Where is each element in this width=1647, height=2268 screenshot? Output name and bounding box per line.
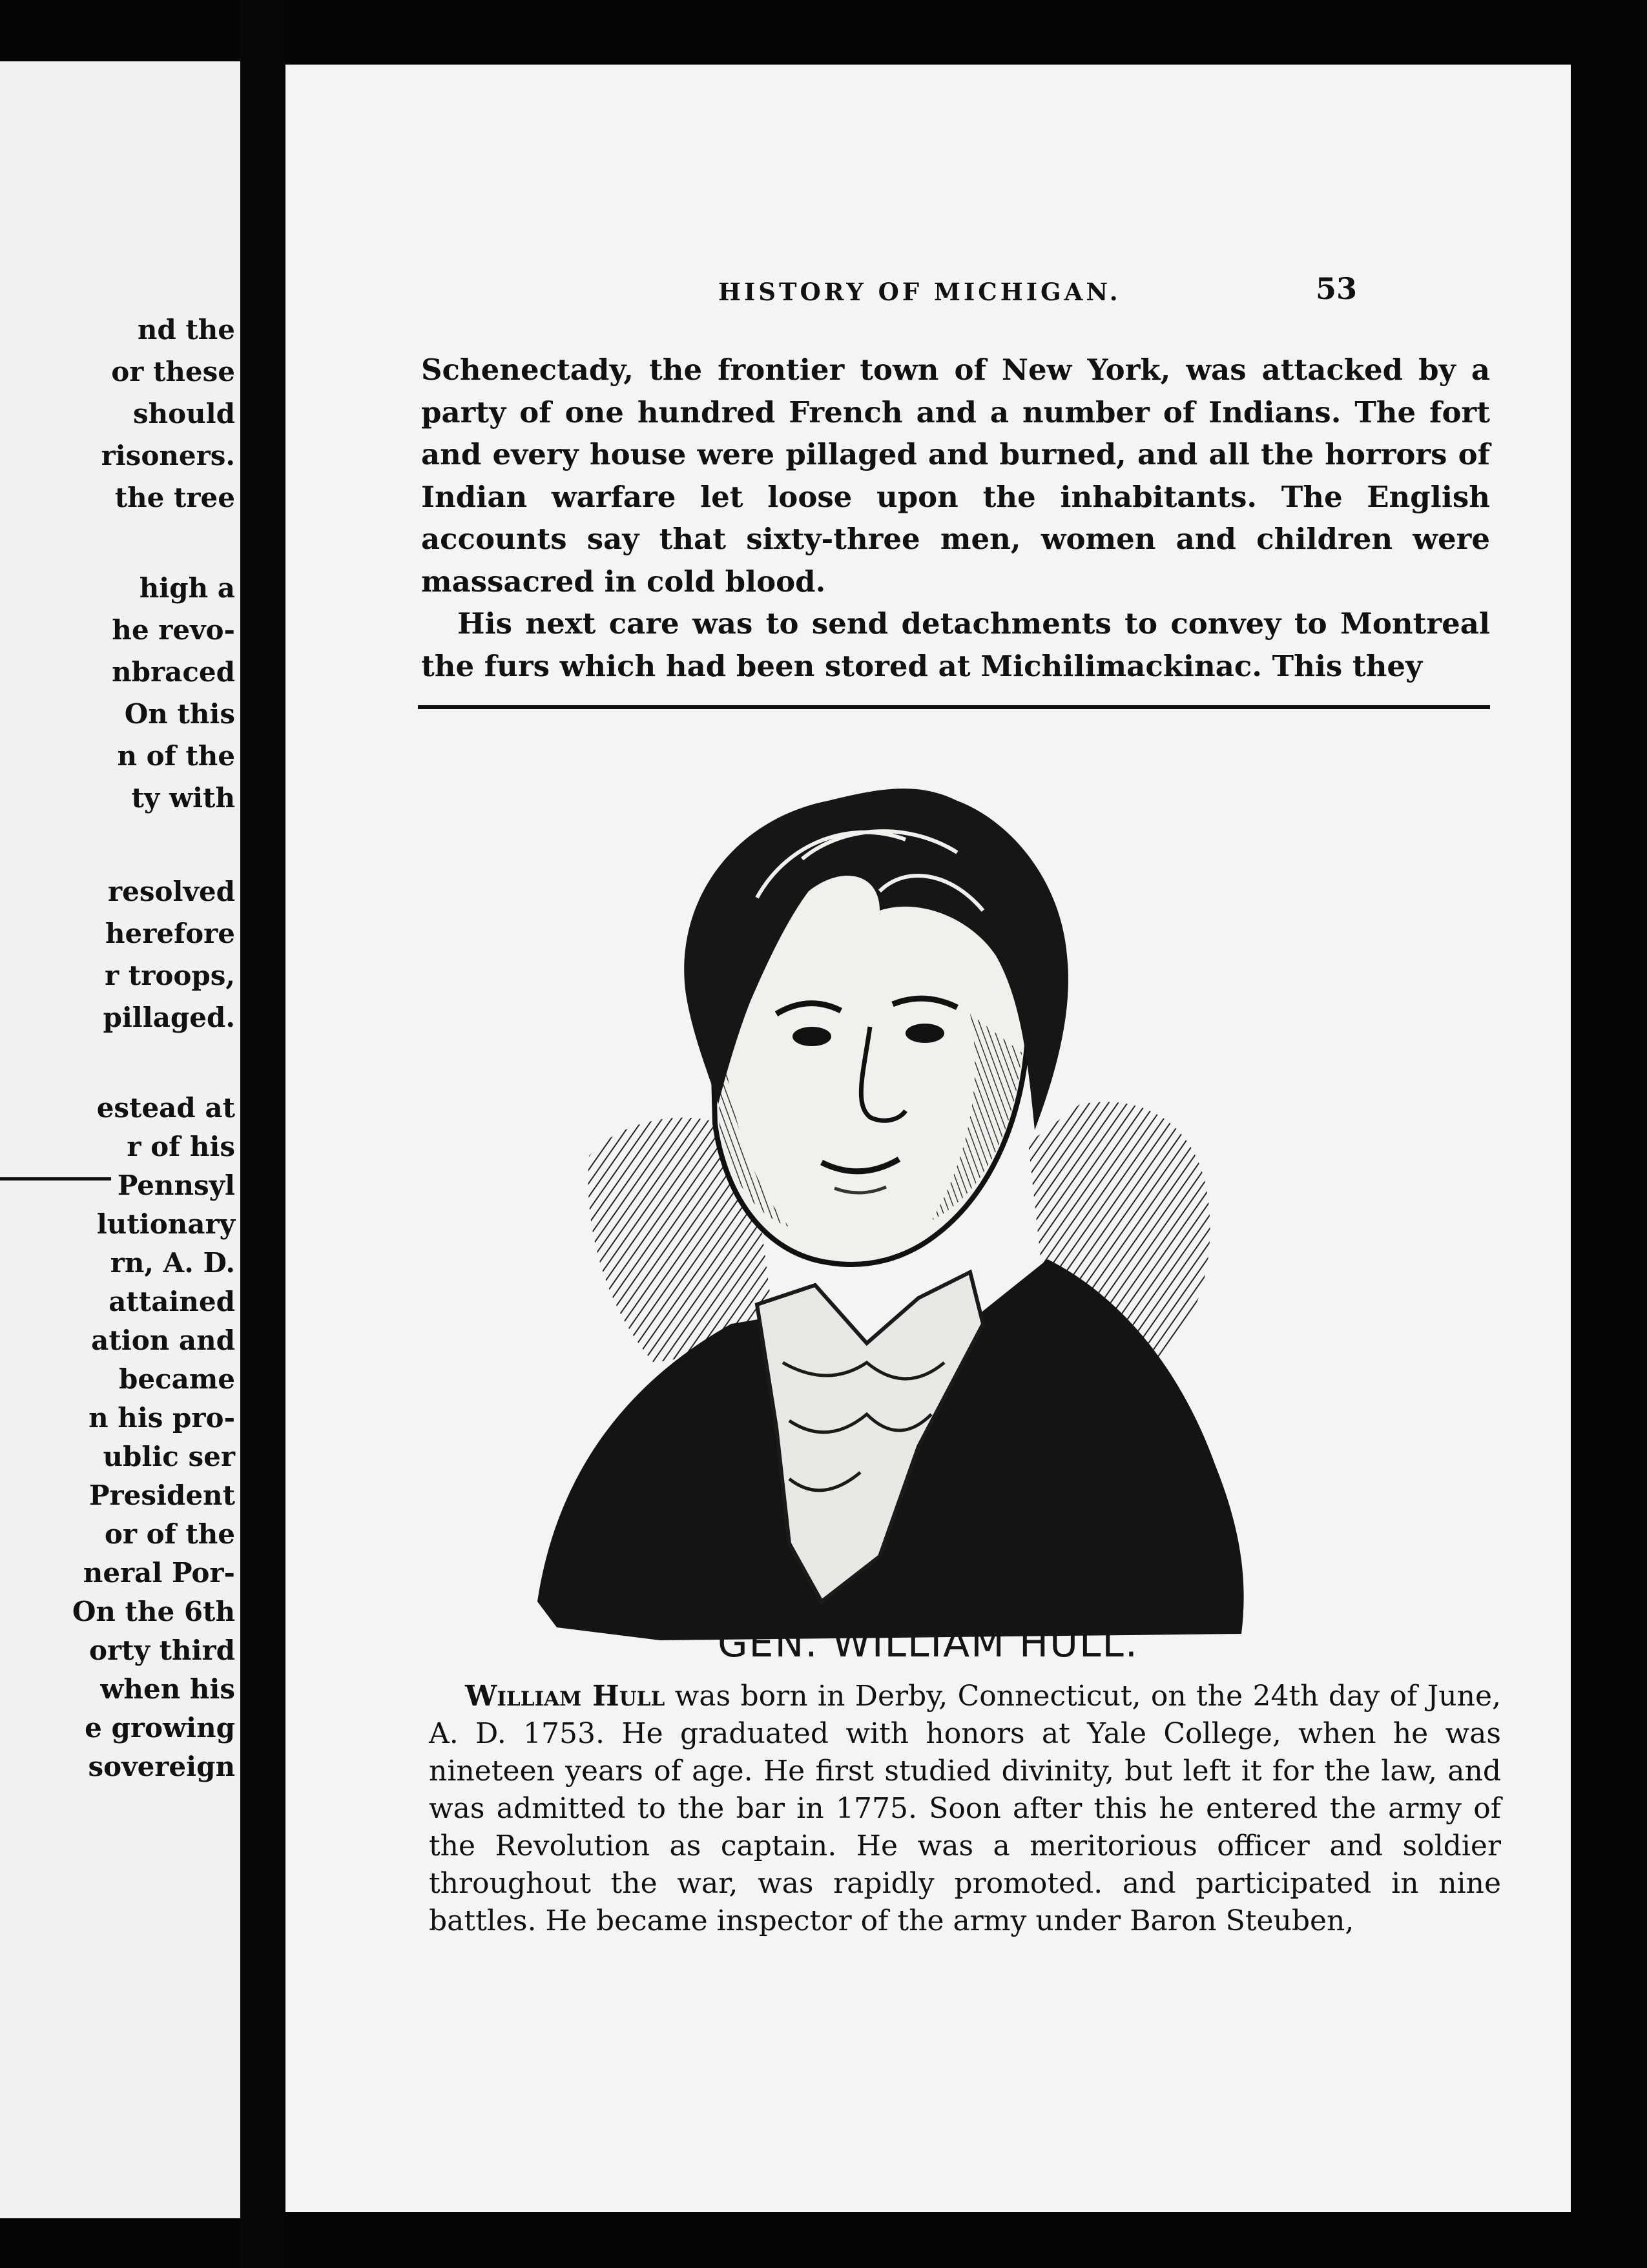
left-page-rule: [0, 1177, 111, 1180]
biography-paragraph: [429, 1678, 1501, 1940]
left-page-fragment: On the 6th: [72, 1596, 235, 1627]
left-page-fragment: r of his: [127, 1131, 235, 1162]
left-page-fragment: attained: [109, 1286, 235, 1317]
left-page-fragment: Pennsyl: [117, 1170, 235, 1201]
left-page-fragment: he revo-: [112, 614, 235, 646]
biography-text: was born in Derby, Connecticut, on the 24th day of June, A. D. 1753. He graduated with honors at Yale College, when he was nineteen years of age. He first studied divinity, but left it for the law, and was admitted to the bar in 1775. Soon after this he entered the army of the Revolution as captain. He was a meritorious officer and soldier throughout the war, was rapidly promoted. and participated in nine battles. He became inspector of the army under Baron Steuben,: [429, 1680, 1501, 1937]
paragraph-2: His next care was to send detachments to convey to Montreal the furs which had been stored at Michilimackinac. This they: [421, 606, 1490, 683]
left-page-fragment: resolved: [108, 876, 235, 907]
left-page-fragment: neral Por-: [83, 1557, 235, 1589]
left-page-fragment: e growing: [85, 1712, 235, 1744]
left-page-fragment: should: [132, 398, 235, 429]
section-rule: [418, 705, 1490, 709]
left-page-fragment: when his: [100, 1673, 235, 1705]
paragraph-1: Schenectady, the frontier town of New York, was attacked by a party of one hundred French and a number of Indians. The fort and every house were pillaged and burned, and all the horrors of Indian warfare let loose upon the inhabitants. The English accounts say that sixty-three men, women and children were massacred in cold blood.: [421, 353, 1490, 599]
running-head: HISTORY OF MICHIGAN.: [718, 278, 1121, 306]
left-page-fragment: orty third: [89, 1634, 235, 1666]
left-page-fragment: or of the: [104, 1518, 235, 1550]
left-page-fragment: or these: [111, 356, 235, 387]
left-page-fragment: the tree: [114, 482, 235, 513]
left-page-fragment: sovereign: [88, 1751, 235, 1782]
left-page-fragment: high a: [139, 572, 235, 604]
left-page-fragment: risoners.: [101, 440, 235, 471]
left-page-fragment: pillaged.: [103, 1002, 235, 1033]
left-page-fragment: On this: [124, 698, 235, 730]
left-page-fragment: nd the: [137, 314, 235, 345]
left-page-fragment: ty with: [131, 782, 235, 814]
page-number: 53: [1316, 271, 1358, 306]
left-page-fragment: n of the: [117, 740, 235, 772]
left-page-fragment: ation and: [91, 1325, 235, 1356]
left-page-fragment: rn, A. D.: [110, 1247, 235, 1279]
left-page-fragment: n his pro-: [88, 1402, 235, 1434]
left-page-fragment: President: [88, 1479, 235, 1511]
book-gutter: [240, 0, 285, 2268]
left-page-fragment: nbraced: [112, 656, 235, 688]
portrait-caption: GEN. WILLIAM HULL.: [718, 1621, 1139, 1666]
left-page-fragment: herefore: [105, 918, 235, 949]
left-page-fragment: became: [118, 1363, 235, 1395]
left-page-fragment: ublic ser: [103, 1441, 235, 1472]
book-page: [285, 65, 1571, 2212]
left-page-fragment: estead at: [96, 1092, 235, 1124]
left-page-fragment: r troops,: [105, 960, 235, 991]
portrait-engraving: [518, 743, 1293, 1673]
left-facing-page: [0, 61, 240, 2218]
biography-name: William Hull: [465, 1680, 665, 1713]
left-page-fragment: lutionary: [96, 1208, 235, 1240]
